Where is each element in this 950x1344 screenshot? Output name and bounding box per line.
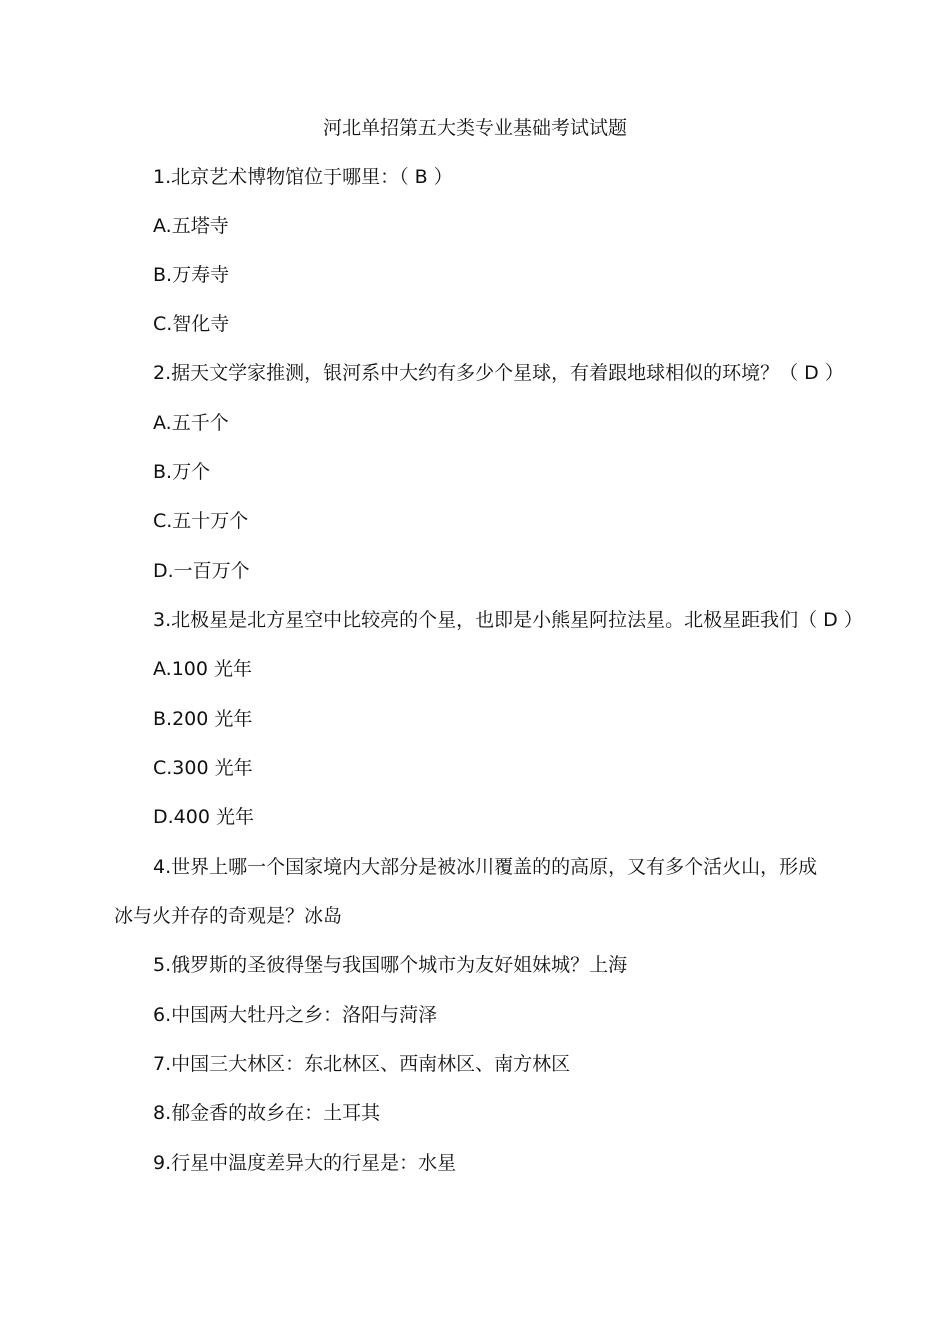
option-2b: B.万个 [153, 461, 211, 483]
option-3c: C.300 光年 [153, 757, 253, 779]
question-4-continued: 冰与火并存的奇观是？冰岛 [114, 905, 343, 927]
option-1b: B.万寿寺 [153, 264, 230, 286]
question-3: 3.北极星是北方星空中比较亮的个星，也即是小熊星阿拉法星。北极星距我们（ D ） [153, 609, 863, 631]
question-4: 4.世界上哪一个国家境内大部分是被冰川覆盖的的高原，又有多个活火山，形成 [153, 856, 818, 878]
option-1a: A.五塔寺 [153, 215, 229, 237]
question-6: 6.中国两大牡丹之乡：洛阳与菏泽 [153, 1004, 438, 1026]
question-1: 1.北京艺术博物馆位于哪里：（ B ） [153, 166, 453, 188]
option-3b: B.200 光年 [153, 708, 253, 730]
option-2c: C.五十万个 [153, 510, 249, 532]
question-2: 2.据天文学家推测，银河系中大约有多少个星球，有着跟地球相似的环境？（ D ） [153, 362, 844, 384]
option-3d: D.400 光年 [153, 806, 254, 828]
question-9: 9.行星中温度差异大的行星是：水星 [153, 1152, 457, 1174]
document-title: 河北单招第五大类专业基础考试试题 [322, 117, 627, 139]
question-8: 8.郁金香的故乡在：土耳其 [153, 1102, 381, 1124]
question-7: 7.中国三大林区：东北林区、西南林区、南方林区 [153, 1053, 571, 1075]
question-5: 5.俄罗斯的圣彼得堡与我国哪个城市为友好姐妹城？上海 [153, 954, 628, 976]
option-2a: A.五千个 [153, 412, 229, 434]
option-1c: C.智化寺 [153, 313, 230, 335]
option-2d: D.一百万个 [153, 560, 250, 582]
option-3a: A.100 光年 [153, 658, 253, 680]
